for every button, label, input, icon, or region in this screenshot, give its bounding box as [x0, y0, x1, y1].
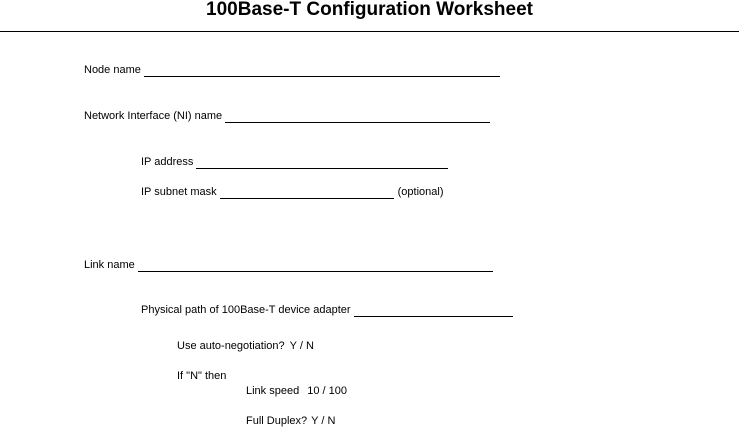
- link-name-row: [84, 258, 493, 272]
- subnet-mask-row: [141, 185, 443, 199]
- ni-name-row: [84, 109, 490, 123]
- subnet-mask-optional-note: (optional): [397, 186, 444, 198]
- link-speed-options[interactable]: 10 / 100: [307, 385, 347, 397]
- full-duplex-options[interactable]: Y / N: [311, 415, 336, 427]
- auto-negotiation-label: Use auto-negotiation?: [177, 340, 285, 352]
- full-duplex-label: Full Duplex?: [246, 415, 308, 427]
- physical-path-field[interactable]: [354, 305, 513, 317]
- ip-address-label: IP address: [141, 156, 194, 168]
- link-name-field[interactable]: [138, 260, 493, 272]
- auto-negotiation-options[interactable]: Y / N: [289, 340, 314, 352]
- physical-path-label: Physical path of 100Base-T device adapter: [141, 304, 351, 316]
- worksheet-title: 100Base-T Configuration Worksheet: [206, 0, 533, 20]
- node-name-row: [84, 63, 500, 77]
- conditional-row: [177, 369, 226, 383]
- auto-negotiation-row: [177, 339, 314, 353]
- subnet-mask-label: IP subnet mask: [141, 186, 217, 198]
- ni-name-label: Network Interface (NI) name: [84, 110, 223, 122]
- title-divider: [0, 31, 739, 32]
- link-speed-label: Link speed: [246, 385, 300, 397]
- ni-name-field[interactable]: [225, 111, 490, 123]
- ip-address-field[interactable]: [196, 157, 448, 169]
- conditional-label: If "N" then: [177, 370, 227, 382]
- ip-address-row: [141, 155, 448, 169]
- full-duplex-row: [246, 414, 335, 428]
- subnet-mask-field[interactable]: [220, 187, 394, 199]
- node-name-field[interactable]: [144, 65, 500, 77]
- link-speed-row: [246, 384, 347, 398]
- node-name-label: Node name: [84, 64, 141, 76]
- physical-path-row: [141, 303, 513, 317]
- link-name-label: Link name: [84, 259, 135, 271]
